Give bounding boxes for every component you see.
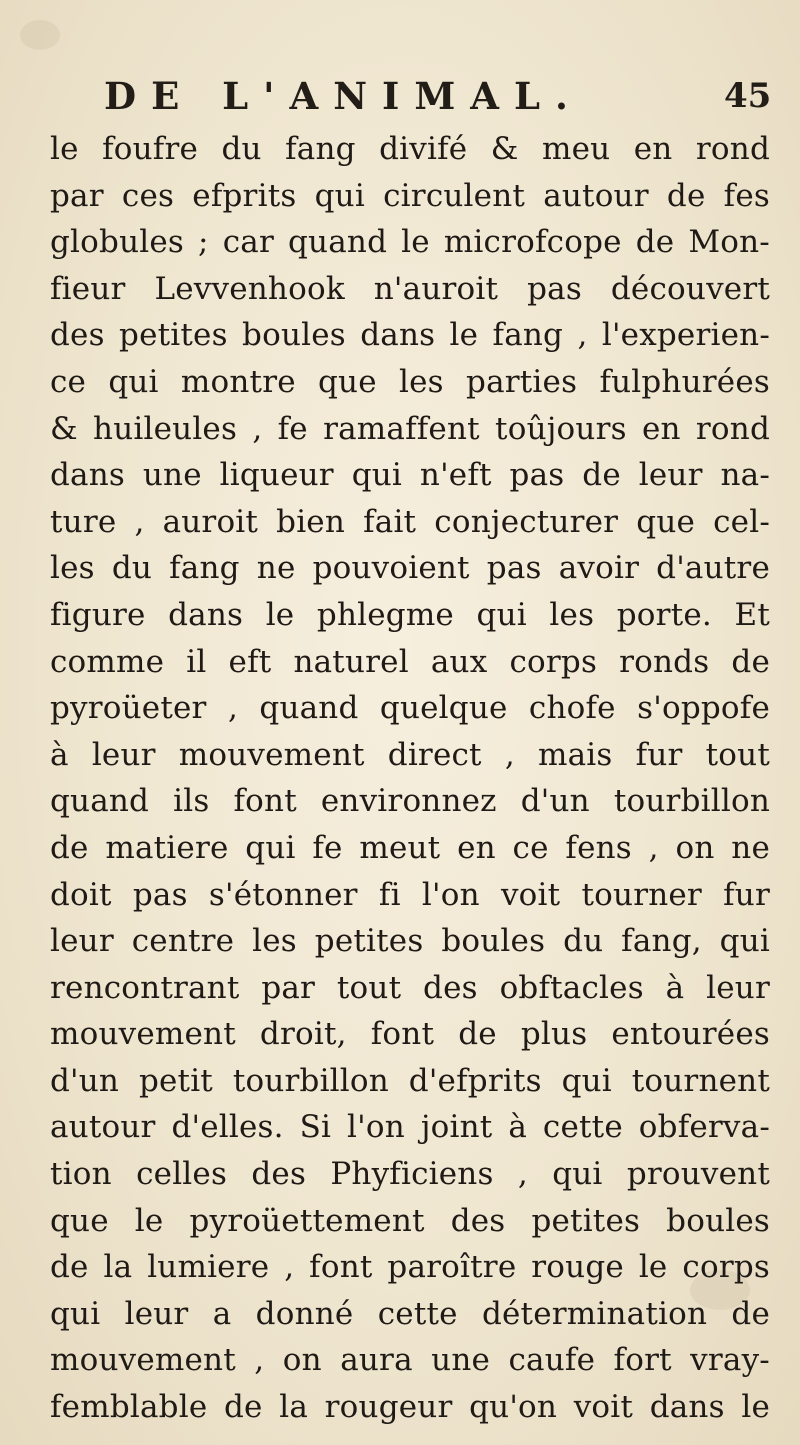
text-line: pyroüeter , quand quelque chofe s'oppofe	[50, 690, 770, 727]
paper-stain	[20, 20, 60, 50]
text-line: mouvement droit, font de plus entourées	[50, 1016, 770, 1053]
text-line: doit pas s'étonner fi l'on voit tourner fur	[50, 876, 770, 913]
text-line: de matiere qui fe meut en ce fens , on ne	[50, 829, 770, 866]
body-text	[50, 126, 770, 1431]
text-line: leur centre les petites boules du fang, qui	[50, 923, 770, 960]
text-line: dans une liqueur qui n'eft pas de leur na-	[50, 457, 770, 494]
text-line: tion celles des Phyficiens , qui prouvent	[50, 1156, 770, 1193]
text-line: d'un petit tourbillon d'efprits qui tournent	[50, 1062, 770, 1099]
text-line: que le pyroüettement des petites boules	[50, 1202, 770, 1239]
text-line: comme il eft naturel aux corps ronds de	[50, 643, 770, 680]
running-title: DE L'ANIMAL.	[104, 74, 583, 118]
text-line: qui leur a donné cette détermination de	[50, 1295, 770, 1332]
text-line: quand ils font environnez d'un tourbillon	[50, 783, 770, 820]
text-line: ture , auroit bien fait conjecturer que cel-	[50, 503, 770, 540]
text-line: par ces efprits qui circulent autour de fes	[50, 177, 770, 214]
text-line: rencontrant par tout des obftacles à leur	[50, 969, 770, 1006]
text-line: & huileules , fe ramaffent toûjours en rond	[50, 410, 770, 447]
page-header	[0, 70, 800, 130]
text-line: ce qui montre que les parties fulphurées	[50, 363, 770, 400]
text-line: à leur mouvement direct , mais fur tout	[50, 736, 770, 773]
text-line: mouvement , on aura une caufe fort vray-	[50, 1342, 770, 1379]
page-number: 45	[724, 76, 772, 116]
text-line: fieur Levvenhook n'auroit pas découvert	[50, 270, 770, 307]
text-line: femblable de la rougeur qu'on voit dans le	[50, 1389, 770, 1426]
text-line: les du fang ne pouvoient pas avoir d'autre	[50, 550, 770, 587]
text-line: de la lumiere , font paroître rouge le corps	[50, 1249, 770, 1286]
text-line: des petites boules dans le fang , l'experien-	[50, 317, 770, 354]
text-line: globules ; car quand le microfcope de Mon-	[50, 224, 770, 261]
text-line: le foufre du fang divifé & meu en rond	[50, 131, 770, 167]
text-line: figure dans le phlegme qui les porte. Et	[50, 596, 770, 633]
text-line: autour d'elles. Si l'on joint à cette obferva-	[50, 1109, 770, 1146]
